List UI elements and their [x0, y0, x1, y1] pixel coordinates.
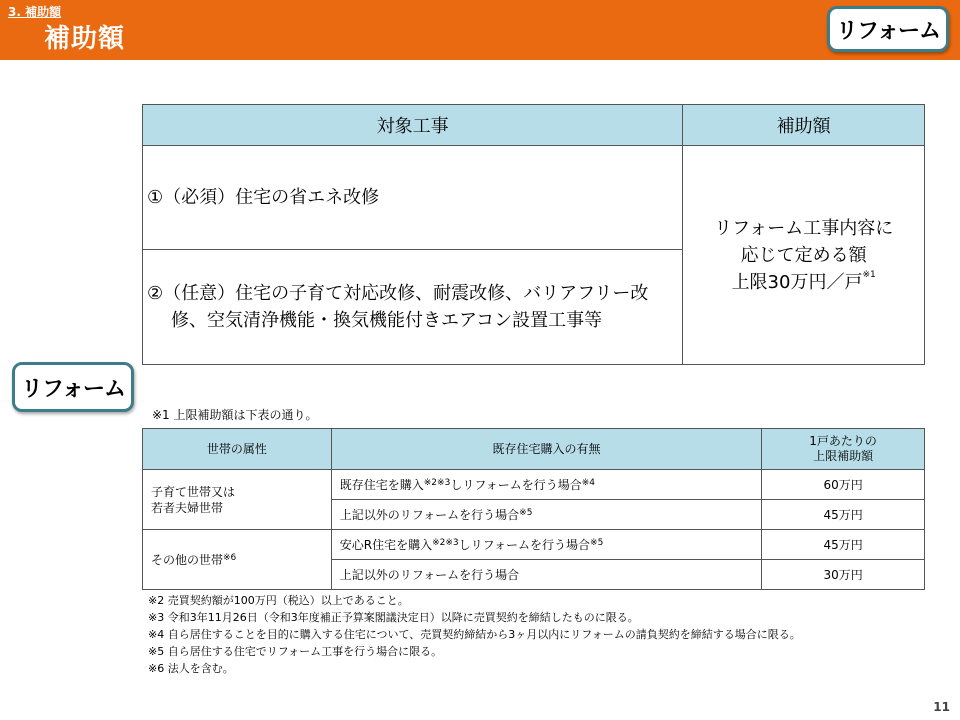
header-limit: [762, 429, 925, 470]
case-ref: ※5: [590, 537, 604, 548]
reform-badge: リフォーム: [827, 6, 949, 52]
case-ref: ※2※3: [423, 477, 451, 488]
household-childrearing-line-1: 子育て世帯又は: [151, 484, 236, 499]
section-label: 3. 補助額: [8, 5, 62, 19]
limit-table-header-row: [143, 429, 925, 470]
amount-limit: [683, 269, 924, 296]
household-childrearing: [143, 470, 332, 530]
note-1: ※1 上限補助額は下表の通り。: [152, 408, 318, 422]
amount-line-3: 上限30万円／戸: [731, 271, 863, 293]
amount-line-1: リフォーム工事内容に: [714, 217, 894, 239]
header-household-attribute: 世帯の属性: [143, 429, 332, 470]
household-other-label: その他の世帯: [151, 552, 224, 567]
header-limit-line-2: 上限補助額: [813, 449, 874, 463]
limit-table: [142, 428, 925, 590]
header-existing-purchase: 既存住宅購入の有無: [331, 429, 761, 470]
amount-line-2: 応じて定める額: [740, 244, 867, 266]
header-subsidy-amount: 補助額: [683, 105, 925, 146]
limit-value: 45万円: [762, 530, 925, 560]
header-target-work: 対象工事: [143, 105, 683, 146]
case-tail: しリフォームを行う場合: [458, 537, 591, 552]
case-other-reform: 上記以外のリフォームを行う場合: [331, 560, 761, 590]
limit-value: 30万円: [762, 560, 925, 590]
case-ref: ※2※3: [432, 537, 459, 548]
case-text: 上記以外のリフォームを行う場合: [339, 507, 520, 522]
subsidy-table: [142, 104, 925, 365]
work-required-cell: [143, 146, 683, 250]
page-title: 補助額: [44, 24, 126, 54]
table-row: [143, 470, 925, 500]
case-text: 安心R住宅を購入: [339, 537, 433, 552]
table-row: [143, 146, 925, 250]
case-ref: ※5: [519, 507, 533, 518]
footnote-3: ※3 令和3年11月26日（令和3年度補正予算案閣議決定日）以降に売買契約を締結したものに限る。: [148, 611, 639, 624]
case-anshin-r: [331, 530, 761, 560]
work-required: ①（必須）住宅の省エネ改修: [147, 187, 380, 208]
reform-side-badge: リフォーム: [12, 362, 134, 412]
footnotes: [148, 592, 801, 677]
header-bar: [0, 0, 960, 60]
page-number: 11: [933, 700, 950, 714]
footnote-2: ※2 売買契約額が100万円（税込）以上であること。: [148, 594, 409, 607]
case-tail: しリフォームを行う場合: [450, 477, 582, 492]
footnote-5: ※5 自ら居住する住宅でリフォーム工事を行う場合に限る。: [148, 645, 443, 658]
amount-cell: [683, 146, 925, 365]
household-other-ref: ※6: [223, 552, 237, 563]
household-childrearing-line-2: 若者夫婦世帯: [151, 500, 224, 515]
limit-value: 45万円: [762, 500, 925, 530]
limit-value: 60万円: [762, 470, 925, 500]
case-other-reform: [331, 500, 761, 530]
amount-note-ref: ※1: [862, 269, 876, 280]
work-optional: ②（任意）住宅の子育て対応改修、耐震改修、バリアフリー改修、空気清浄機能・換気機能付きエアコン設置工事等: [147, 283, 649, 331]
table-header-row: [143, 105, 925, 146]
footnote-4: ※4 自ら居住することを目的に購入する住宅について、売買契約締結から3ヶ月以内にリフォームの請負契約を締結する場合に限る。: [148, 628, 801, 641]
work-optional-cell: [143, 250, 683, 365]
footnote-6: ※6 法人を含む。: [148, 662, 234, 675]
header-limit-line-1: 1戸あたりの: [809, 434, 877, 448]
case-text: 既存住宅を購入: [339, 477, 424, 492]
case-purchase: [331, 470, 761, 500]
household-other: [143, 530, 332, 590]
table-row: [143, 530, 925, 560]
case-ref: ※4: [581, 477, 595, 488]
